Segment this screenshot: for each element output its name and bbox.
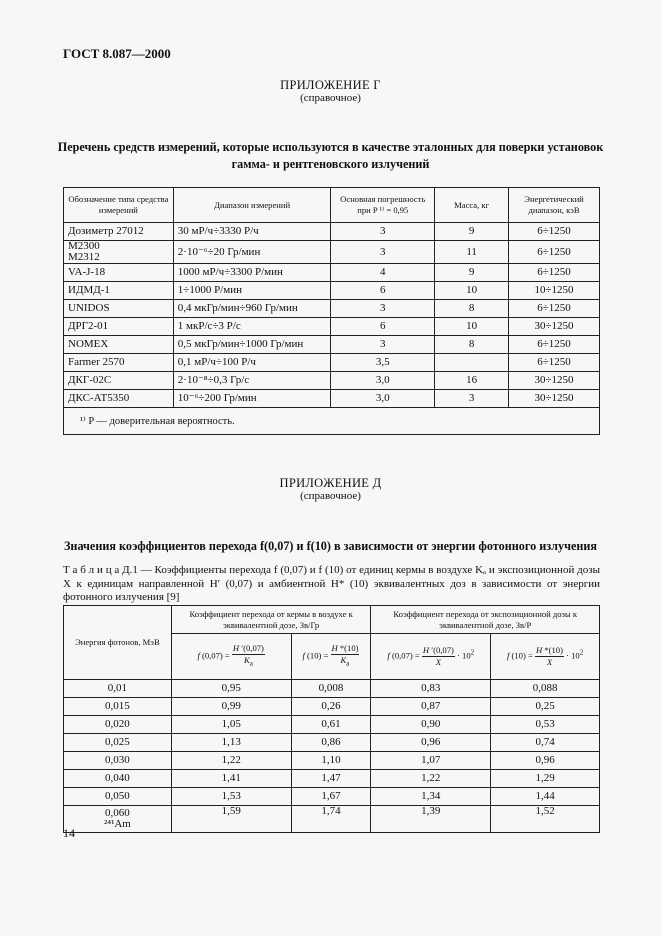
group-exposure: Коэффициент перехода от экспозиционной дозы к эквивалентной дозе, Зв/Р: [371, 606, 600, 634]
table-cell: 6÷1250: [509, 223, 600, 241]
table-row: [64, 806, 600, 833]
table-cell: 6: [331, 282, 435, 300]
table-row: [64, 354, 600, 372]
col-energy: Энергетический диапазон, кэВ: [509, 188, 600, 223]
col-range: Диапазон измерений: [173, 188, 331, 223]
appendix-d-heading: Значения коэффициентов перехода f(0,07) и f(10) в зависимости от энергии фотонного излучения: [63, 539, 597, 553]
table-row: [64, 680, 600, 698]
table-cell: 30 мР/ч÷3330 Р/ч: [173, 223, 331, 241]
table-cell: 0,050: [64, 788, 172, 806]
table-cell: 1,74: [291, 806, 371, 833]
table-d1-caption: Т а б л и ц а Д.1 — Коэффициенты перехода f (0,07) и f (10) от единиц кермы в воздухе Kₐ и экспозиционной дозы X к единицам направленной H′ (0,07) и амбиентной H* (10) эквивалентных доз в зависимости от энергии фотонного излучения [9]: [63, 564, 600, 603]
table-cell: 0,90: [371, 716, 491, 734]
appendix-d-subtitle: (справочное): [300, 490, 361, 502]
table-row: [64, 241, 600, 264]
table-cell: 10÷1250: [509, 282, 600, 300]
table-cell: 3: [331, 336, 435, 354]
appendix-g-heading-line1: Перечень средств измерений, которые используются в качестве эталонных для поверки установок: [57, 140, 604, 154]
appendix-g-subtitle: (справочное): [300, 92, 361, 104]
table-cell: 0,53: [491, 716, 600, 734]
table-cell: [435, 354, 509, 372]
table-cell: 1,05: [171, 716, 291, 734]
measuring-instruments-table: [63, 187, 600, 435]
table-cell: 0,4 мкГр/мин÷960 Гр/мин: [173, 300, 331, 318]
table-cell: 3,0: [331, 372, 435, 390]
appendix-g-heading: [0, 139, 661, 173]
table-cell: NOMEX: [64, 336, 174, 354]
table-cell: 0,95: [171, 680, 291, 698]
document-header: ГОСТ 8.087—2000: [63, 46, 171, 61]
table-cell: 6÷1250: [509, 264, 600, 282]
table-cell: 10⁻⁶÷200 Гр/мин: [173, 390, 331, 408]
table-row: [64, 752, 600, 770]
table-cell: 0,26: [291, 698, 371, 716]
table-cell: 0,87: [371, 698, 491, 716]
table-cell: 3,5: [331, 354, 435, 372]
formula-f10-exposure: f (10) = $\frac{H *(10)}{X}$ · $10^2$: [491, 634, 600, 680]
table-cell: 1,13: [171, 734, 291, 752]
table-cell: ДРГ2-01: [64, 318, 174, 336]
table-cell: 0,020: [64, 716, 172, 734]
table-cell: 0,1 мР/ч÷100 Р/ч: [173, 354, 331, 372]
table-cell: ИДМД-1: [64, 282, 174, 300]
table-row: [64, 716, 600, 734]
table-cell: UNIDOS: [64, 300, 174, 318]
col-mass: Масса, кг: [435, 188, 509, 223]
page-number: 14: [63, 826, 75, 840]
table-cell: 0,99: [171, 698, 291, 716]
table-cell: 1,07: [371, 752, 491, 770]
table-cell: 0,030: [64, 752, 172, 770]
table-cell: 1,53: [171, 788, 291, 806]
table-cell: Farmer 2570: [64, 354, 174, 372]
table-cell: 8: [435, 300, 509, 318]
table-cell: 10: [435, 282, 509, 300]
group-kerma: Коэффициент перехода от кермы в воздухе к эквивалентной дозе, Зв/Гр: [171, 606, 371, 634]
table-cell: 1,52: [491, 806, 600, 833]
table-cell: 1÷1000 Р/мин: [173, 282, 331, 300]
table-row: [64, 788, 600, 806]
table-cell: 1,34: [371, 788, 491, 806]
table-cell: 0,01: [64, 680, 172, 698]
table-footnote-row: [64, 408, 600, 435]
table-cell: 0,83: [371, 680, 491, 698]
table-cell: [64, 806, 172, 833]
table-cell: 0,86: [291, 734, 371, 752]
formula-f007-kerma: f (0,07) = $\frac{H '(0,07)}{K_a}$: [171, 634, 291, 680]
conversion-coefficients-table: [63, 605, 600, 833]
table-cell: 1,47: [291, 770, 371, 788]
table-cell: 1,41: [171, 770, 291, 788]
table-cell: ДКГ-02С: [64, 372, 174, 390]
table-cell: 0,96: [371, 734, 491, 752]
table-cell: 0,5 мкГр/мин÷1000 Гр/мин: [173, 336, 331, 354]
table-row: [64, 734, 600, 752]
formula-f007-exposure: f (0,07) = $\frac{H '(0,07)}{X}$ · $10^2$: [371, 634, 491, 680]
table-cell: 1,67: [291, 788, 371, 806]
table-row: [64, 390, 600, 408]
table-cell: 0,96: [491, 752, 600, 770]
table-row: [64, 300, 600, 318]
table-row: [64, 264, 600, 282]
table-cell: 6÷1250: [509, 300, 600, 318]
table-row: [64, 372, 600, 390]
table-cell: 6: [331, 318, 435, 336]
table-cell: 2·10⁻⁸÷0,3 Гр/с: [173, 372, 331, 390]
table-cell: 1,59: [171, 806, 291, 833]
table-cell: 0,008: [291, 680, 371, 698]
table-cell: 0,015: [64, 698, 172, 716]
table-row: [64, 770, 600, 788]
table-cell: 2·10⁻⁶÷20 Гр/мин: [173, 241, 331, 264]
table-cell: 30÷1250: [509, 390, 600, 408]
table-cell: 8: [435, 336, 509, 354]
table-cell: 4: [331, 264, 435, 282]
table-cell: 1,22: [171, 752, 291, 770]
table-cell: 9: [435, 264, 509, 282]
table-cell: 0,61: [291, 716, 371, 734]
table-cell: 9: [435, 223, 509, 241]
table-cell: 1,29: [491, 770, 600, 788]
footnote: ¹⁾ P — доверительная вероятность.: [64, 408, 600, 435]
appendix-g-title: ПРИЛОЖЕНИЕ Г: [280, 78, 381, 92]
table-cell: ДКС-АТ5350: [64, 390, 174, 408]
table-cell: 3: [331, 300, 435, 318]
table-cell: 3,0: [331, 390, 435, 408]
table-cell: 1000 мР/ч÷3300 Р/мин: [173, 264, 331, 282]
appendix-d-title: ПРИЛОЖЕНИЕ Д: [279, 476, 382, 490]
table-cell: 0,088: [491, 680, 600, 698]
col-type: Обозначение типа средства измерений: [64, 188, 174, 223]
table-cell: 1,44: [491, 788, 600, 806]
isotope-note: ²⁴¹Am: [103, 818, 131, 830]
table-row: [64, 223, 600, 241]
table-cell: 1,22: [371, 770, 491, 788]
table-cell: 1,39: [371, 806, 491, 833]
energy-value: 0,060: [105, 807, 130, 819]
table-row: [64, 318, 600, 336]
table-cell: 30÷1250: [509, 372, 600, 390]
table-cell: 11: [435, 241, 509, 264]
table-cell: M2300 M2312: [64, 241, 174, 264]
table-cell: 6÷1250: [509, 241, 600, 264]
table-cell: 0,025: [64, 734, 172, 752]
table-row: [64, 698, 600, 716]
table-cell: 16: [435, 372, 509, 390]
table-cell: 1 мкР/с÷3 Р/с: [173, 318, 331, 336]
table-cell: 1,10: [291, 752, 371, 770]
table-row: [64, 282, 600, 300]
appendix-g-heading-line2: гамма- и рентгеновского излучений: [231, 157, 430, 171]
table-cell: 0,25: [491, 698, 600, 716]
table-cell: 3: [435, 390, 509, 408]
col-error: Основная погрешность при P ¹⁾ = 0,95: [331, 188, 435, 223]
col-photon-energy: Энергия фотонов, МэВ: [64, 606, 172, 680]
table-cell: Дозиметр 27012: [64, 223, 174, 241]
table-row: [64, 336, 600, 354]
table-cell: 0,74: [491, 734, 600, 752]
table-cell: VA-J-18: [64, 264, 174, 282]
table-cell: 6÷1250: [509, 336, 600, 354]
table-cell: 6÷1250: [509, 354, 600, 372]
table-cell: 3: [331, 223, 435, 241]
formula-f10-kerma: f (10) = $\frac{H *(10)}{K_a}$: [291, 634, 371, 680]
table-cell: 3: [331, 241, 435, 264]
table-cell: 10: [435, 318, 509, 336]
table-cell: 30÷1250: [509, 318, 600, 336]
table-cell: 0,040: [64, 770, 172, 788]
